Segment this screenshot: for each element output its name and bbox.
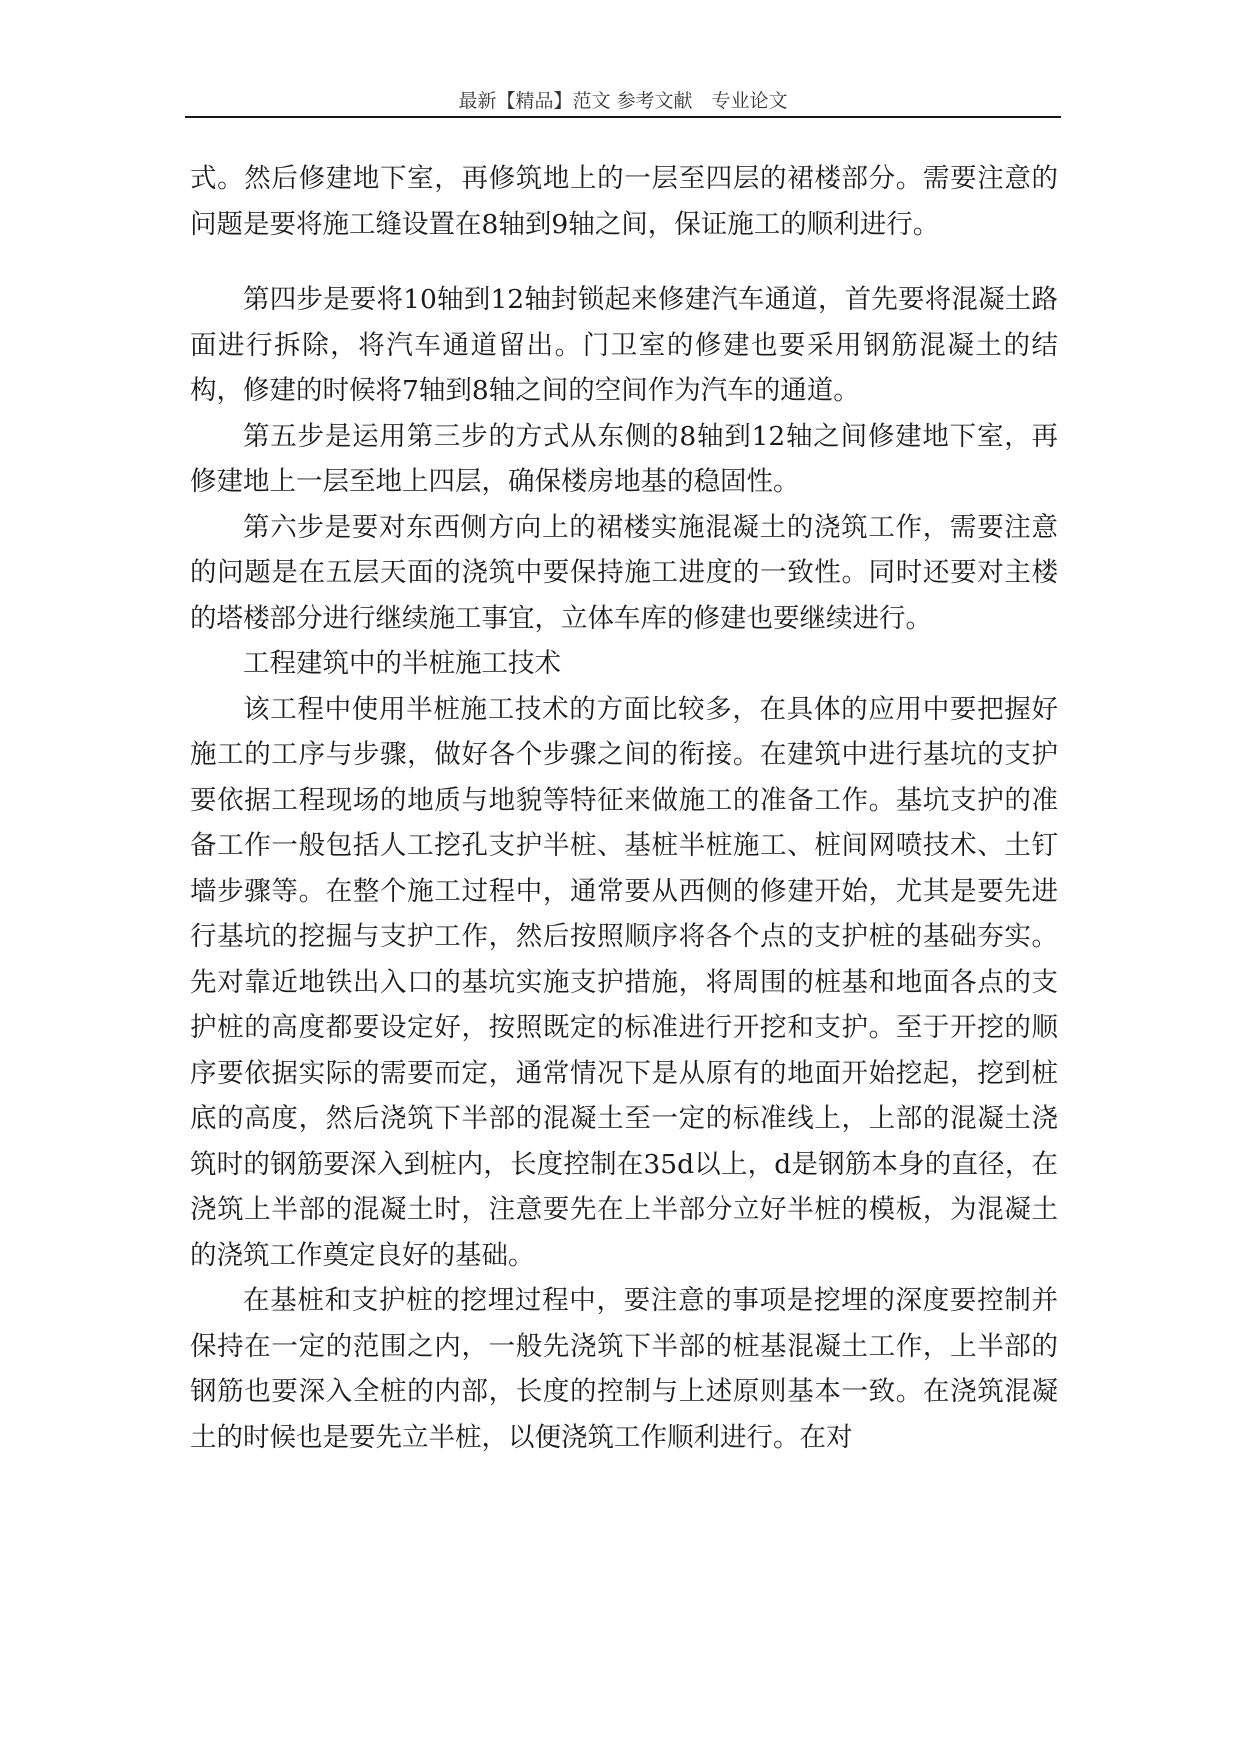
page-header: 最新【精品】范文 参考文献 专业论文 [458, 90, 788, 112]
paragraph-continuation: 式。然后修建地下室，再修筑地上的一层至四层的裙楼部分。需要注意的问题是要将施工缝设置在8轴到9轴之间，保证施工的顺利进行。 [190, 163, 1058, 240]
paragraph-step-five: 第五步是运用第三步的方式从东侧的8轴到12轴之间修建地下室，再修建地上一层至地上四层，确保楼房地基的稳固性。 [190, 420, 1058, 497]
paragraph-step-six: 第六步是要对东西侧方向上的裙楼实施混凝土的浇筑工作，需要注意的问题是在五层天面的浇筑中要保持施工进度的一致性。同时还要对主楼的塔楼部分进行继续施工事宜，立体车库的修建也要继续进行。 [190, 511, 1058, 634]
header-divider [185, 116, 1061, 118]
section-heading: 工程建筑中的半桩施工技术 [243, 648, 561, 679]
paragraph-half-pile-technique: 该工程中使用半桩施工技术的方面比较多，在具体的应用中要把握好施工的工序与步骤，做好各个步骤之间的衔接。在建筑中进行基坑的支护要依据工程现场的地质与地貌等特征来做施工的准备工作。基坑支护的准备工作一般包括人工挖孔支护半桩、基桩半桩施工、桩间网喷技术、土钉墙步骤等。在整个施工过程中，通常要从西侧的修建开始，尤其是要先进行基坑的挖掘与支护工作，然后按照顺序将各个点的支护桩的基础夯实。先对靠近地铁出入口的基坑实施支护措施，将周围的桩基和地面各点的支护桩的高度都要设定好，按照既定的标准进行开挖和支护。至于开挖的顺序要依据实际的需要而定，通常情况下是从原有的地面开始挖起，挖到桩底的高度，然后浇筑下半部的混凝土至一定的标准线上，上部的混凝土浇筑时的钢筋要深入到桩内，长度控制在35d以上，d是钢筋本身的直径，在浇筑上半部的混凝土时，注意要先在上半部分立好半桩的模板，为混凝土的浇筑工作奠定良好的基础。 [190, 693, 1058, 1271]
paragraph-pile-excavation: 在基桩和支护桩的挖埋过程中，要注意的事项是挖埋的深度要控制并保持在一定的范围之内，一般先浇筑下半部的桩基混凝土工作，上半部的钢筋也要深入全桩的内部，长度的控制与上述原则基本一致。在浇筑混凝土的时候也是要先立半桩，以便浇筑工作顺利进行。在对 [190, 1285, 1058, 1453]
paragraph-step-four: 第四步是要将10轴到12轴封锁起来修建汽车通道，首先要将混凝土路面进行拆除，将汽车通道留出。门卫室的修建也要采用钢筋混凝土的结构，修建的时候将7轴到8轴之间的空间作为汽车的通道。 [190, 284, 1058, 406]
document-body [190, 156, 1058, 1460]
